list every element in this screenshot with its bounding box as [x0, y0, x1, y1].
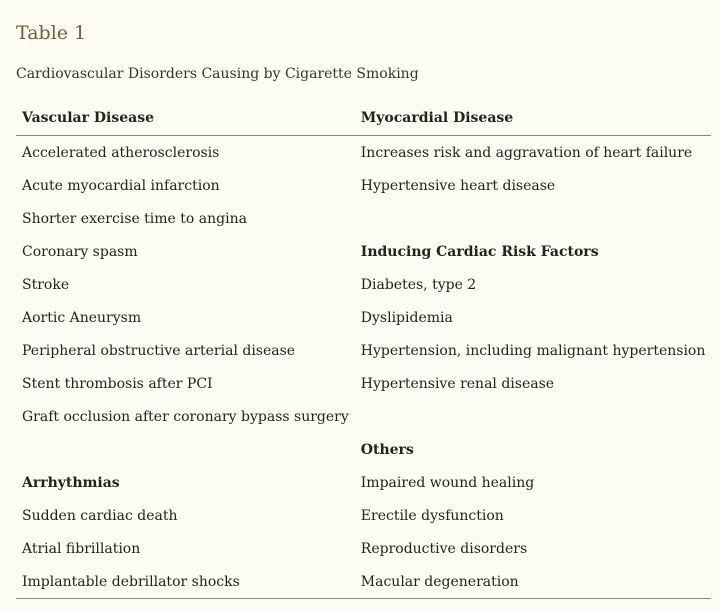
table-cell [355, 400, 712, 433]
table-row [16, 301, 711, 334]
table-subheader-cell: Inducing Cardiac Risk Factors [360, 243, 599, 260]
table-caption: Cardiovascular Disorders Causing by Cigarette Smoking [16, 66, 419, 82]
table-cell: Impaired wound healing [360, 474, 535, 491]
table-subheader-cell: Arrhythmias [22, 474, 120, 491]
table-cell: Dyslipidemia [360, 309, 453, 326]
table-row [16, 235, 711, 268]
table-row [16, 400, 711, 433]
table-row [16, 202, 711, 235]
table-cell: Increases risk and aggravation of heart failure [360, 144, 693, 161]
table-cell: Implantable debrillator shocks [16, 565, 355, 599]
table-cell: Stroke [22, 276, 70, 293]
disorders-table [16, 100, 711, 599]
table-row [16, 169, 711, 202]
table-cell: Hypertensive heart disease [360, 177, 556, 194]
table-title: Table 1 [16, 22, 87, 44]
table-cell: Erectile dysfunction [360, 507, 504, 524]
table-cell: Aortic Aneurysm [22, 309, 142, 326]
table-row [16, 268, 711, 301]
table-cell: Peripheral obstructive arterial disease [22, 342, 296, 359]
table-row [16, 499, 711, 532]
table-row [16, 334, 711, 367]
table-cell: Reproductive disorders [360, 540, 528, 557]
table-cell [16, 433, 355, 466]
table-row [16, 136, 711, 170]
table-cell: Shorter exercise time to angina [22, 210, 247, 227]
table-cell: Coronary spasm [22, 243, 138, 260]
table-row [16, 433, 711, 466]
table-subheader-cell: Others [360, 441, 414, 458]
table-cell: Acute myocardial infarction [22, 177, 220, 194]
table-cell [355, 202, 712, 235]
table-cell: Graft occlusion after coronary bypass surgery [22, 408, 349, 425]
table-cell: Atrial fibrillation [22, 540, 141, 557]
table-cell: Stent thrombosis after PCI [22, 375, 213, 392]
table-cell: Diabetes, type 2 [360, 276, 477, 293]
table-cell: Hypertensive renal disease [360, 375, 555, 392]
table-cell: Accelerated atherosclerosis [22, 144, 220, 161]
table-row [16, 367, 711, 400]
table-cell: Sudden cardiac death [22, 507, 178, 524]
table-row [16, 565, 711, 599]
table-header-row [16, 100, 711, 136]
column-header-myocardial-disease: Myocardial Disease [355, 100, 712, 136]
table-row [16, 532, 711, 565]
column-header-vascular-disease: Vascular Disease [16, 100, 355, 136]
table-cell: Hypertension, including malignant hypertension [360, 342, 706, 359]
table-body [16, 136, 711, 599]
table-row [16, 466, 711, 499]
table-cell: Macular degeneration [355, 565, 712, 599]
